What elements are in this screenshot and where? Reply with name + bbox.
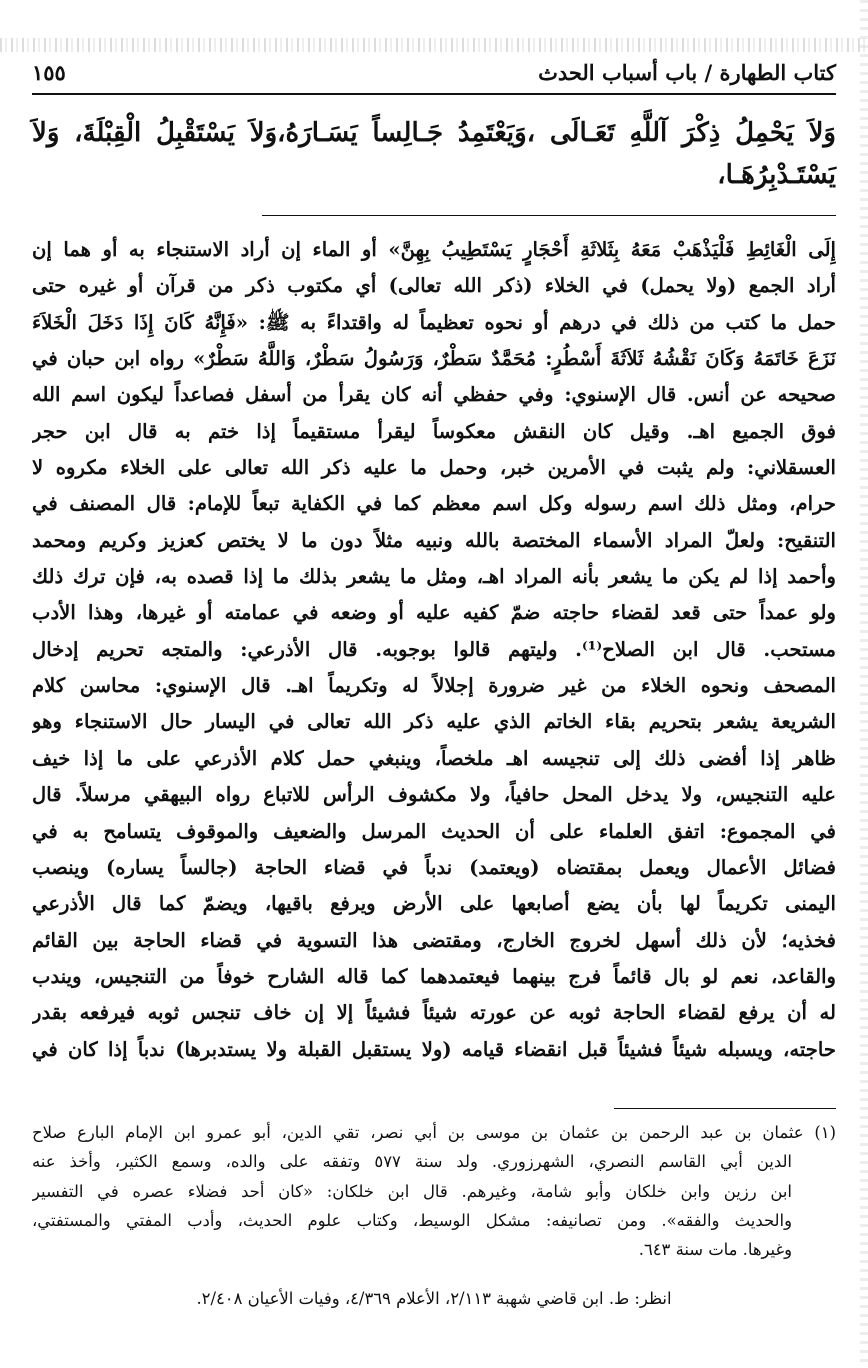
commentary-line: العسقلاني: ولم يثبت في الأمرين خبر، وحمل ما عليه ذكر الله تعالى على الخلاء مكروه لا: [32, 456, 836, 480]
commentary-line: إِلَى الْغَائِطِ فَلْيَذْهَبْ مَعَهُ بِثَلاثَةِ أَحْجَارٍ يَسْتَطِيبُ بِهِنَّ» أو الماء إن أراد الاستنجاء به أو هما إن: [32, 238, 836, 261]
footnote-sources: انظر: ط. ابن قاضي شهبة ٢/١١٣، الأعلام ٤/٣٦٩، وفيات الأعيان ٢/٤٠٨.: [196, 1289, 672, 1308]
scan-edge: [860, 0, 868, 1368]
commentary-line: حمل ما كتب من ذلك في درهم أو نحوه تعظيماً له واقتداءً به ﷺ: «فَإِنَّهُ كَانَ إِذَا دَخَلَ الْخَلاَءَ: [32, 310, 836, 334]
commentary-line: اليمنى تكريماً لها بأن يضع أصابعها على الأرض ويرفع باقيها، ويضمّ كما قال الأذرعي: [32, 892, 836, 916]
commentary-line: في المجموع: اتفق العلماء على أن الحديث المرسل والضعيف والموقوف يتسامح به في: [32, 819, 836, 843]
header-rule: [32, 93, 836, 95]
commentary-line: وأحمد إذا لم يكن ما يشعر بأنه المراد اهـ، ومثل ما يشعر بذلك ما إذا قصده به، فإن ترك ذلك: [32, 565, 836, 589]
scan-border: [0, 38, 868, 52]
commentary-line: فخذيه؛ لأن ذلك أسهل لخروج الخارج، ومقتضى هذا التسوية في قضاء الحاجة بين القائم: [32, 928, 836, 952]
footnote-line: (١) عثمان بن عبد الرحمن بن عثمان بن موسى بن أبي نصر، تقي الدين، أبو عمرو ابن الإمام البارع صلاح: [32, 1123, 836, 1142]
commentary-line: والقاعد، نعم لو بال قائماً فرج بينهما فيعتمدهما كما قاله الشارح خوفاً من التنجيس، ويندب: [32, 964, 836, 988]
commentary-line: ظاهر إذا أفضى ذلك إلى تنجيسه اهـ ملخصاً، وينبغي حمل كلام الأذرعي على ما إذا خيف: [32, 746, 836, 770]
commentary-line: له أن يرفع لقضاء الحاجة ثوبه عن عورته شيئاً فشيئاً إلا إن خاف تنجس ثوبه فيرفعه بقدر: [32, 1001, 836, 1025]
commentary-text: [32, 232, 836, 1068]
matn-separator-rule: [262, 215, 836, 216]
commentary-line: فوق الجميع اهـ. وقيل كان النقش معكوساً ليقرأ مستقيماً إذا ختم به قال ابن حجر: [32, 419, 836, 443]
footnote-rule: [614, 1108, 836, 1109]
commentary-line: مستحب. قال ابن الصلاح⁽¹⁾. وليتهم قالوا بوجوبه. قال الأذرعي: والمتجه تحريم إدخال: [32, 637, 836, 661]
footnote-line: وغيرها. مات سنة ٦٤٣.: [638, 1240, 792, 1260]
commentary-line: حرام، ومثل ذلك اسم رسوله وكل اسم معظم كما في الكفاية تبعاً للإمام: قال المصنف في: [32, 492, 836, 516]
matn-text: وَلاَ يَحْمِلُ ذِكْرَ آللَّهِ تَعَـالَى ،وَيَعْتَمِدُ جَـالِساً يَسَـارَهُ،وَلاَ يَسْتَقْبِلُ الْقِبْلَةَ، وَلاَ يَسْتَـدْبِرُهَـا،: [32, 118, 836, 190]
commentary-line: صحيحه عن أنس. قال الإسنوي: وفي حفظي أنه كان يقرأ من أسفل فصاعداً ليكون اسم الله: [32, 383, 836, 407]
footnotes: [32, 1118, 836, 1264]
commentary-line: التنقيح: ولعلّ المراد الأسماء المختصة بالله ونبيه مثلاً دون ما لا يختص كعزيز وكريم ومحمد: [32, 528, 836, 552]
commentary-line: المصحف ونحوه الخلاء من غير ضرورة إجلالاً له وتكريماً اهـ. قال الإسنوي: محاسن كلام: [32, 674, 836, 698]
commentary-line: فضائل الأعمال ويعمل بمقتضاه (ويعتمد) ندباً في قضاء الحاجة (جالساً يساره) وينصب: [32, 855, 836, 879]
footnote-line: والحديث والفقه». ومن تصانيفه: مشكل الوسيط، وكتاب علوم الحديث، وأدب المفتي والمستفتي،: [32, 1210, 792, 1230]
commentary-line: نَزَعَ خَاتَمَهُ وَكَانَ نَقْشُهُ ثَلاَثَةَ أَسْطُرٍ: مُحَمَّدٌ سَطْرٌ، وَرَسُولُ سَطْرٌ، وَاللَّهُ سَطْرٌ» رواه ابن حبان في: [32, 347, 836, 371]
page-number: ١٥٥: [32, 60, 66, 85]
commentary-line: الشريعة يشعر بتحريم بقاء الخاتم الذي عليه ذكر الله تعالى في اليسار حال الاستنجاء وهو: [32, 710, 836, 734]
commentary-line: حاجته، ويسبله شيئاً فشيئاً قبل انقضاء قيامه (ولا يستقبل القبلة ولا يستدبرها) ندباً إذا كان في: [32, 1037, 836, 1061]
commentary-line: ولو عمداً حتى قعد لقضاء حاجته ضمّ كفيه عليه أو وضعه في عمامته أو غيرها، وهذا الأدب: [32, 601, 836, 625]
page-header: [32, 52, 836, 90]
commentary-line: أراد الجمع (ولا يحمل) في الخلاء (ذكر الله تعالى) أي مكتوب ذكر من قرآن أو غيره حتى: [32, 274, 836, 298]
running-title: كتاب الطهارة / باب أسباب الحدث: [538, 60, 836, 85]
footnote-line: ابن رزين وابن خلكان وأبو شامة، وغيرهم. قال ابن خلكان: «كان أحد فضلاء عصره في التفسير: [32, 1181, 792, 1201]
commentary-line: عليه التنجيس، ولا يدخل المحل حافياً، ولا مكشوف الرأس للاتباع رواه البيهقي مرسلاً. قال: [32, 783, 836, 807]
footnote-line: الدين أبي القاسم النصري، الشهرزوري. ولد سنة ٥٧٧ وتفقه على والده، وسمع الكثير، وأخذ عنه: [32, 1152, 792, 1172]
